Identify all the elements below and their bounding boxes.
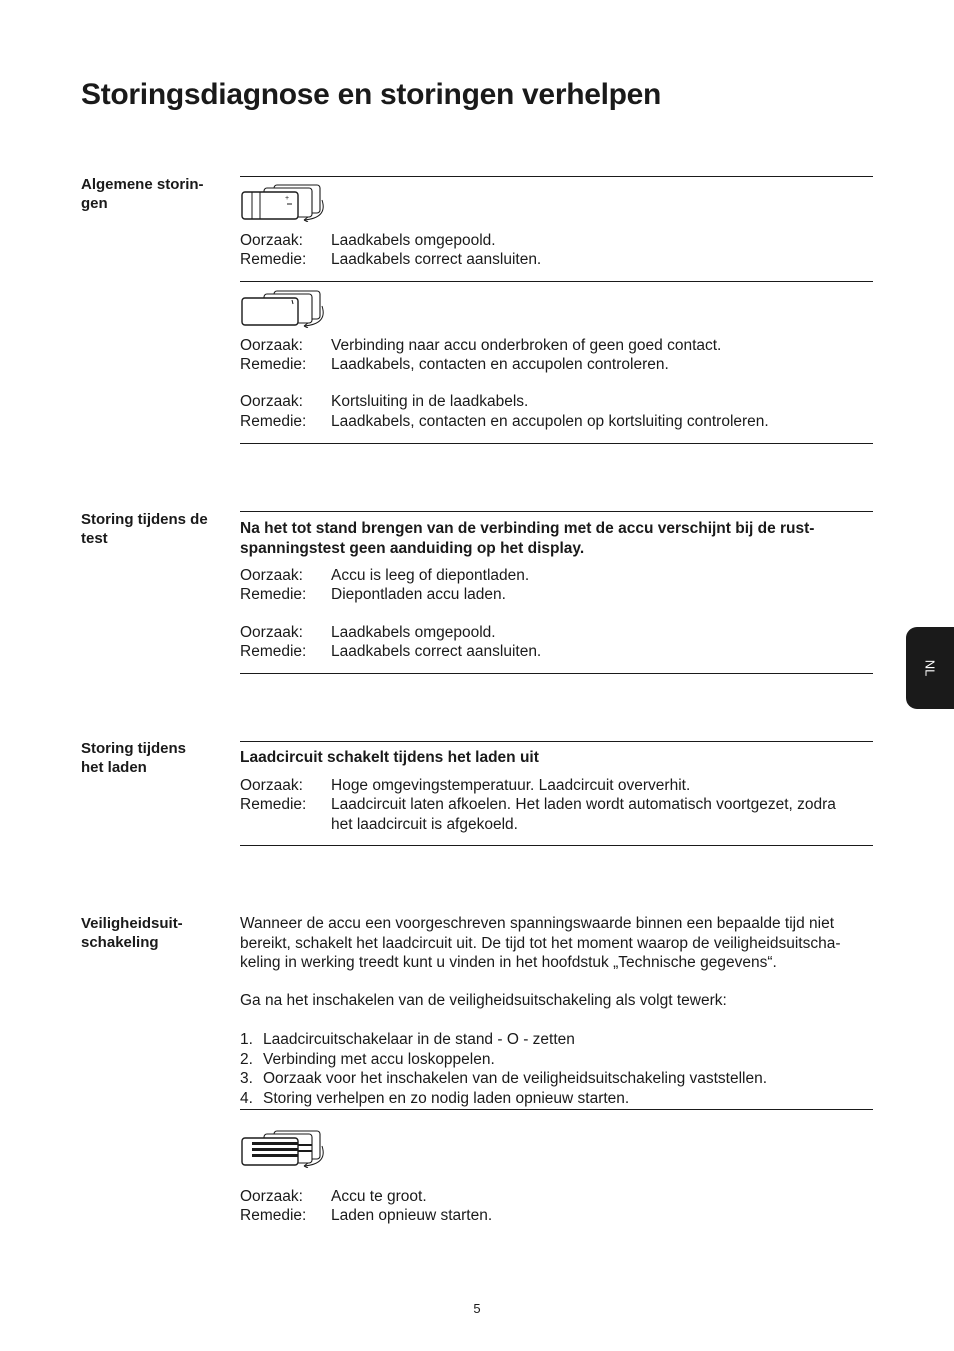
remedy-label: Remedie:	[240, 413, 307, 430]
cause-label: Oorzaak:	[240, 567, 303, 584]
divider	[240, 673, 873, 674]
remedy-row	[240, 250, 873, 269]
cause-row	[240, 776, 873, 795]
cause-text: Verbinding naar accu onderbroken of geen goed contact.	[331, 337, 722, 354]
section-heading-test: Storing tijdens de test	[81, 511, 208, 547]
safety-steps-list	[240, 1030, 873, 1108]
remedy-text: Laadkabels correct aansluiten.	[331, 643, 542, 660]
page-number: 5	[473, 1301, 481, 1316]
safety-instruction: Ga na het inschakelen van de veiligheidsuitschakeling als volgt tewerk:	[240, 992, 727, 1009]
cause-text: Hoge omgevingstemperatuur. Laadcircuit oververhit.	[331, 777, 691, 794]
section-heading-general: Algemene storin- gen	[81, 176, 204, 212]
remedy-row	[240, 1206, 873, 1225]
divider	[240, 176, 873, 177]
cause-row	[240, 231, 873, 250]
cause-label: Oorzaak:	[240, 337, 303, 354]
cause-row	[240, 392, 873, 411]
remedy-row	[240, 642, 873, 661]
remedy-label: Remedie:	[240, 1207, 307, 1224]
cause-row	[240, 623, 873, 642]
divider	[240, 1109, 873, 1110]
cause-label: Oorzaak:	[240, 393, 303, 410]
remedy-text: Laadkabels, contacten en accupolen op kortsluiting controleren.	[331, 413, 769, 430]
cause-label: Oorzaak:	[240, 1188, 303, 1205]
remedy-label: Remedie:	[240, 586, 307, 603]
section-heading-charging: Storing tijdens het laden	[81, 740, 186, 776]
list-item: 4. Storing verhelpen en zo nodig laden opnieuw starten.	[240, 1089, 630, 1107]
divider	[240, 845, 873, 846]
divider	[240, 741, 873, 742]
list-item: 3. Oorzaak voor het inschakelen van de veiligheidsuitschakeling vaststellen.	[240, 1070, 768, 1087]
divider	[240, 443, 873, 444]
remedy-label: Remedie:	[240, 796, 307, 813]
page-title: Storingsdiagnose en storingen verhelpen	[81, 78, 662, 111]
cause-label: Oorzaak:	[240, 777, 303, 794]
svg-text:+: +	[285, 195, 290, 202]
remedy-text: Laadkabels, contacten en accupolen controleren.	[331, 356, 669, 373]
charging-intro: Laadcircuit schakelt tijdens het laden uit	[240, 749, 539, 766]
remedy-text: Laadcircuit laten afkoelen. Het laden wordt automatisch voortgezet, zodra het laadcircuit is afgekoeld.	[331, 796, 836, 833]
divider	[240, 281, 873, 282]
remedy-text: Diepontladen accu laden.	[331, 586, 506, 603]
cause-row	[240, 1187, 873, 1206]
remedy-label: Remedie:	[240, 356, 307, 373]
remedy-label: Remedie:	[240, 643, 307, 660]
list-item: 2. Verbinding met accu loskoppelen.	[240, 1050, 495, 1068]
test-intro: Na het tot stand brengen van de verbinding met de accu verschijnt bij de rust- spanningstest geen aanduiding op het display.	[240, 520, 815, 557]
cause-text: Laadkabels omgepoold.	[331, 232, 496, 249]
safety-paragraph: Wanneer de accu een voorgeschreven spanningswaarde binnen een bepaalde tijd niet bereikt, schakelt het laadcircuit uit. De tijd tot het moment waarop de veiligheidsuitscha- keling in werking treedt kunt u vinden in het hoofdstuk „Technische gegevens“.	[240, 915, 841, 971]
language-tab	[906, 627, 954, 709]
display-reverse-polarity-icon	[240, 182, 330, 222]
remedy-row	[240, 585, 873, 604]
display-no-contact-icon	[240, 288, 330, 328]
remedy-label: Remedie:	[240, 251, 307, 268]
cause-text: Laadkabels omgepoold.	[331, 624, 496, 641]
cause-label: Oorzaak:	[240, 232, 303, 249]
display-battery-too-large-icon	[240, 1128, 330, 1168]
cause-text: Kortsluiting in de laadkabels.	[331, 393, 529, 410]
cause-text: Accu is leeg of diepontladen.	[331, 567, 530, 584]
remedy-row	[240, 412, 873, 431]
remedy-text: Laden opnieuw starten.	[331, 1207, 493, 1224]
cause-row	[240, 566, 873, 585]
cause-text: Accu te groot.	[331, 1188, 427, 1205]
section-heading-safety: Veiligheidsuit- schakeling	[81, 915, 183, 951]
cause-label: Oorzaak:	[240, 624, 303, 641]
remedy-text: Laadkabels correct aansluiten.	[331, 251, 542, 268]
remedy-row	[240, 355, 873, 374]
list-item: 1. Laadcircuitschakelaar in de stand - O - zetten	[240, 1031, 575, 1048]
divider	[240, 511, 873, 512]
remedy-row	[240, 795, 873, 835]
language-tab-label: NL	[922, 659, 938, 677]
cause-row	[240, 336, 873, 355]
